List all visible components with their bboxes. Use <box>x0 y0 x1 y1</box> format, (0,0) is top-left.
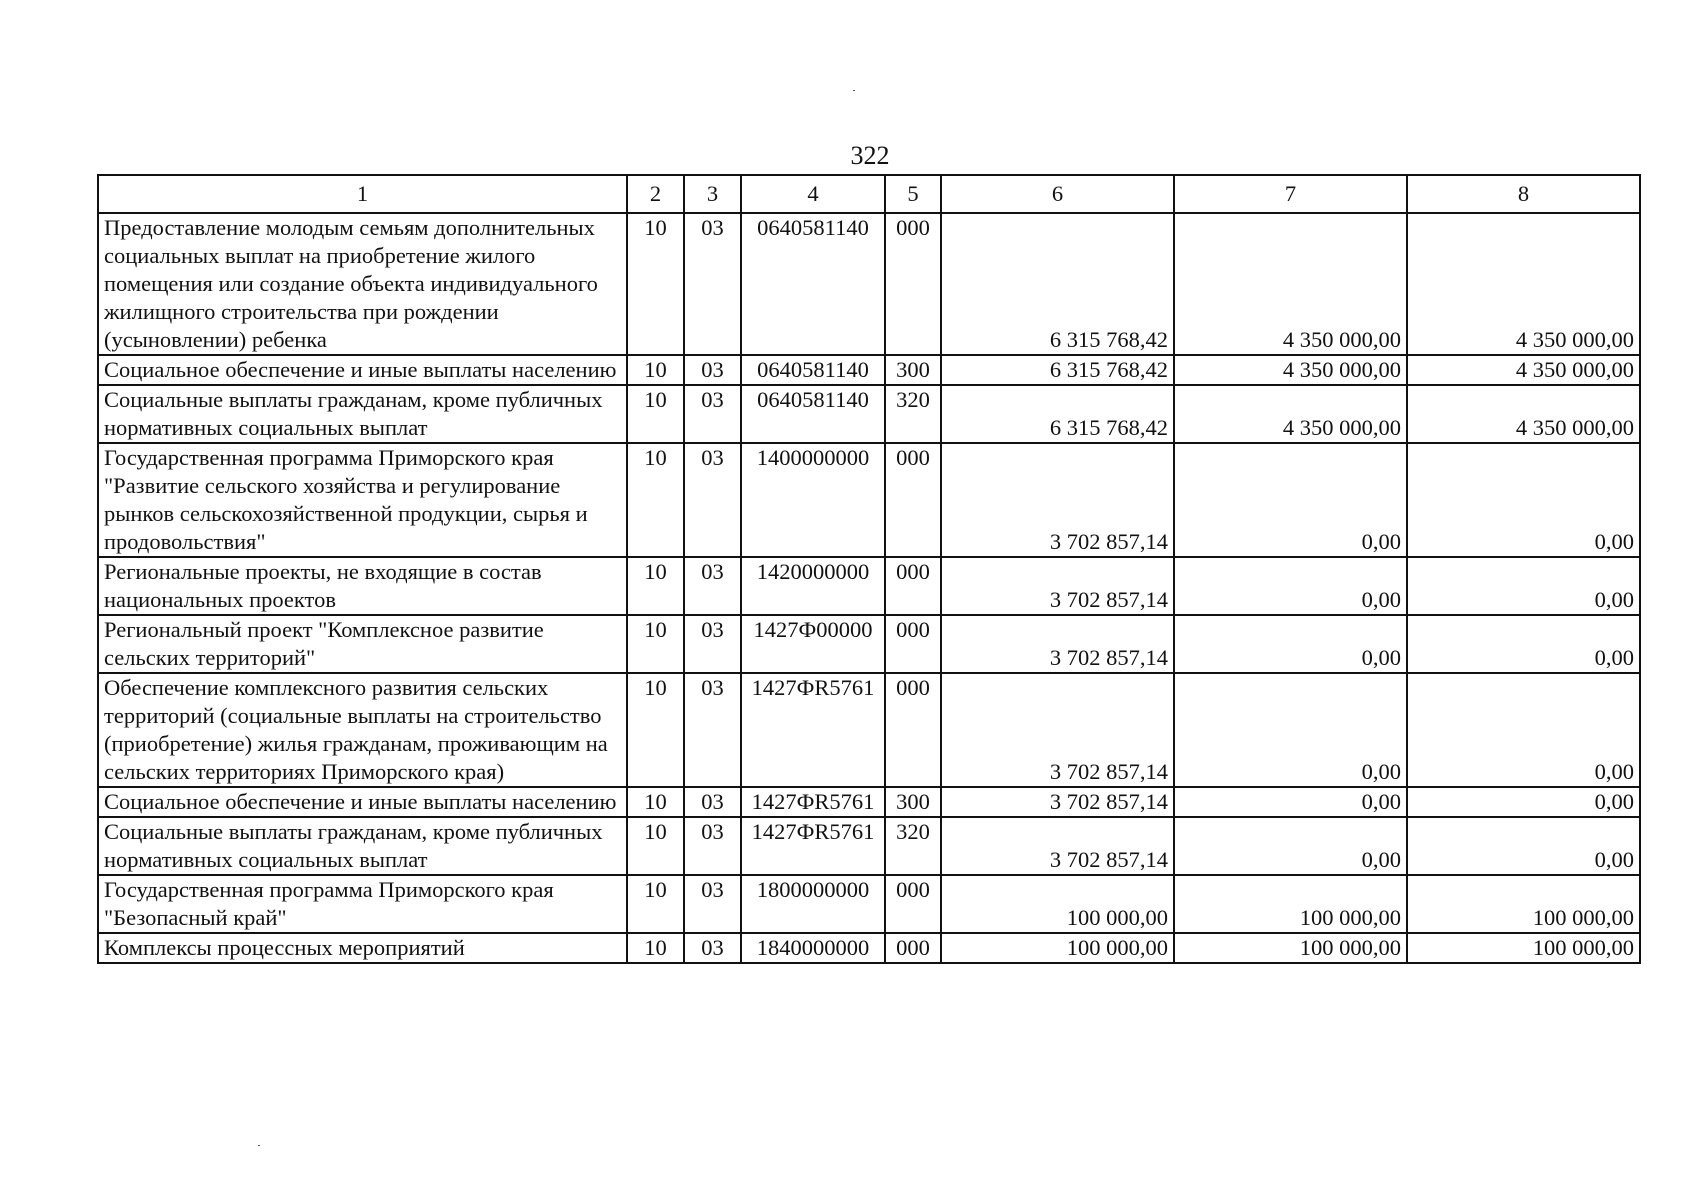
scan-speck <box>258 1145 260 1146</box>
expense-type-cell: 000 <box>885 875 941 933</box>
row-name-cell: Социальные выплаты гражданам, кроме публичных нормативных социальных выплат <box>98 817 627 875</box>
column-header: 7 <box>1174 175 1407 213</box>
page-number: 322 <box>850 141 890 170</box>
column-header: 6 <box>941 175 1174 213</box>
section-code-cell: 10 <box>627 213 684 355</box>
table-row <box>98 385 1640 443</box>
subsection-code-cell: 03 <box>684 817 741 875</box>
amount-col8-cell: 0,00 <box>1407 673 1640 787</box>
amount-col6-cell: 6 315 768,42 <box>941 385 1174 443</box>
amount-col7-cell: 0,00 <box>1174 443 1407 557</box>
target-article-cell: 1427ФR5761 <box>741 787 885 817</box>
amount-col7-cell: 0,00 <box>1174 557 1407 615</box>
amount-col8-cell: 4 350 000,00 <box>1407 385 1640 443</box>
subsection-code-cell: 03 <box>684 615 741 673</box>
amount-col6-cell: 3 702 857,14 <box>941 817 1174 875</box>
amount-col6-cell: 6 315 768,42 <box>941 213 1174 355</box>
target-article-cell: 0640581140 <box>741 355 885 385</box>
target-article-cell: 1420000000 <box>741 557 885 615</box>
row-name-cell: Комплексы процессных мероприятий <box>98 933 627 963</box>
table-row <box>98 355 1640 385</box>
expense-type-cell: 000 <box>885 673 941 787</box>
row-name-cell: Региональный проект "Комплексное развитие сельских территорий" <box>98 615 627 673</box>
column-header: 8 <box>1407 175 1640 213</box>
amount-col8-cell: 100 000,00 <box>1407 933 1640 963</box>
table-row <box>98 673 1640 787</box>
amount-col8-cell: 0,00 <box>1407 817 1640 875</box>
amount-col6-cell: 3 702 857,14 <box>941 787 1174 817</box>
amount-col7-cell: 0,00 <box>1174 817 1407 875</box>
column-header: 4 <box>741 175 885 213</box>
expense-type-cell: 000 <box>885 615 941 673</box>
row-name-cell: Государственная программа Приморского края "Безопасный край" <box>98 875 627 933</box>
row-name-cell: Региональные проекты, не входящие в состав национальных проектов <box>98 557 627 615</box>
amount-col7-cell: 0,00 <box>1174 673 1407 787</box>
table-row <box>98 817 1640 875</box>
amount-col6-cell: 3 702 857,14 <box>941 443 1174 557</box>
subsection-code-cell: 03 <box>684 213 741 355</box>
section-code-cell: 10 <box>627 673 684 787</box>
subsection-code-cell: 03 <box>684 355 741 385</box>
amount-col8-cell: 0,00 <box>1407 787 1640 817</box>
target-article-cell: 1400000000 <box>741 443 885 557</box>
amount-col7-cell: 100 000,00 <box>1174 875 1407 933</box>
subsection-code-cell: 03 <box>684 673 741 787</box>
subsection-code-cell: 03 <box>684 557 741 615</box>
column-header: 3 <box>684 175 741 213</box>
section-code-cell: 10 <box>627 443 684 557</box>
expense-type-cell: 000 <box>885 443 941 557</box>
section-code-cell: 10 <box>627 933 684 963</box>
amount-col7-cell: 0,00 <box>1174 615 1407 673</box>
amount-col6-cell: 3 702 857,14 <box>941 557 1174 615</box>
table-row <box>98 787 1640 817</box>
expense-type-cell: 320 <box>885 385 941 443</box>
target-article-cell: 1427ФR5761 <box>741 673 885 787</box>
section-code-cell: 10 <box>627 615 684 673</box>
section-code-cell: 10 <box>627 817 684 875</box>
expense-type-cell: 000 <box>885 557 941 615</box>
row-name-cell: Социальное обеспечение и иные выплаты населению <box>98 787 627 817</box>
amount-col8-cell: 4 350 000,00 <box>1407 213 1640 355</box>
amount-col8-cell: 0,00 <box>1407 557 1640 615</box>
target-article-cell: 1427Ф00000 <box>741 615 885 673</box>
table-row <box>98 443 1640 557</box>
subsection-code-cell: 03 <box>684 933 741 963</box>
expense-type-cell: 000 <box>885 933 941 963</box>
amount-col6-cell: 100 000,00 <box>941 933 1174 963</box>
row-name-cell: Социальное обеспечение и иные выплаты населению <box>98 355 627 385</box>
section-code-cell: 10 <box>627 385 684 443</box>
amount-col8-cell: 0,00 <box>1407 615 1640 673</box>
amount-col8-cell: 100 000,00 <box>1407 875 1640 933</box>
subsection-code-cell: 03 <box>684 787 741 817</box>
row-name-cell: Обеспечение комплексного развития сельских территорий (социальные выплаты на строительство (приобретение) жилья гражданам, проживающим на сельских территориях Приморского края) <box>98 673 627 787</box>
amount-col6-cell: 3 702 857,14 <box>941 673 1174 787</box>
section-code-cell: 10 <box>627 787 684 817</box>
amount-col6-cell: 100 000,00 <box>941 875 1174 933</box>
table-row <box>98 213 1640 355</box>
target-article-cell: 0640581140 <box>741 385 885 443</box>
target-article-cell: 1800000000 <box>741 875 885 933</box>
section-code-cell: 10 <box>627 875 684 933</box>
section-code-cell: 10 <box>627 355 684 385</box>
expense-type-cell: 300 <box>885 355 941 385</box>
column-header: 1 <box>98 175 627 213</box>
table-row <box>98 875 1640 933</box>
amount-col7-cell: 0,00 <box>1174 787 1407 817</box>
subsection-code-cell: 03 <box>684 385 741 443</box>
target-article-cell: 1840000000 <box>741 933 885 963</box>
amount-col7-cell: 4 350 000,00 <box>1174 355 1407 385</box>
amount-col8-cell: 0,00 <box>1407 443 1640 557</box>
table-row <box>98 557 1640 615</box>
column-header: 5 <box>885 175 941 213</box>
amount-col8-cell: 4 350 000,00 <box>1407 355 1640 385</box>
column-header: 2 <box>627 175 684 213</box>
amount-col7-cell: 4 350 000,00 <box>1174 385 1407 443</box>
expense-type-cell: 300 <box>885 787 941 817</box>
row-name-cell: Социальные выплаты гражданам, кроме публичных нормативных социальных выплат <box>98 385 627 443</box>
scan-speck <box>853 90 855 91</box>
target-article-cell: 1427ФR5761 <box>741 817 885 875</box>
section-code-cell: 10 <box>627 557 684 615</box>
row-name-cell: Государственная программа Приморского края "Развитие сельского хозяйства и регулирование рынков сельскохозяйственной продукции, сырья и продовольствия" <box>98 443 627 557</box>
table-row <box>98 615 1640 673</box>
expense-type-cell: 320 <box>885 817 941 875</box>
row-name-cell: Предоставление молодым семьям дополнительных социальных выплат на приобретение жилого помещения или создание объекта индивидуального жилищного строительства при рождении (усыновлении) ребенка <box>98 213 627 355</box>
subsection-code-cell: 03 <box>684 443 741 557</box>
budget-table <box>97 174 1641 964</box>
amount-col7-cell: 4 350 000,00 <box>1174 213 1407 355</box>
amount-col7-cell: 100 000,00 <box>1174 933 1407 963</box>
table-row <box>98 933 1640 963</box>
subsection-code-cell: 03 <box>684 875 741 933</box>
table-header-row <box>98 175 1640 213</box>
amount-col6-cell: 6 315 768,42 <box>941 355 1174 385</box>
amount-col6-cell: 3 702 857,14 <box>941 615 1174 673</box>
target-article-cell: 0640581140 <box>741 213 885 355</box>
expense-type-cell: 000 <box>885 213 941 355</box>
